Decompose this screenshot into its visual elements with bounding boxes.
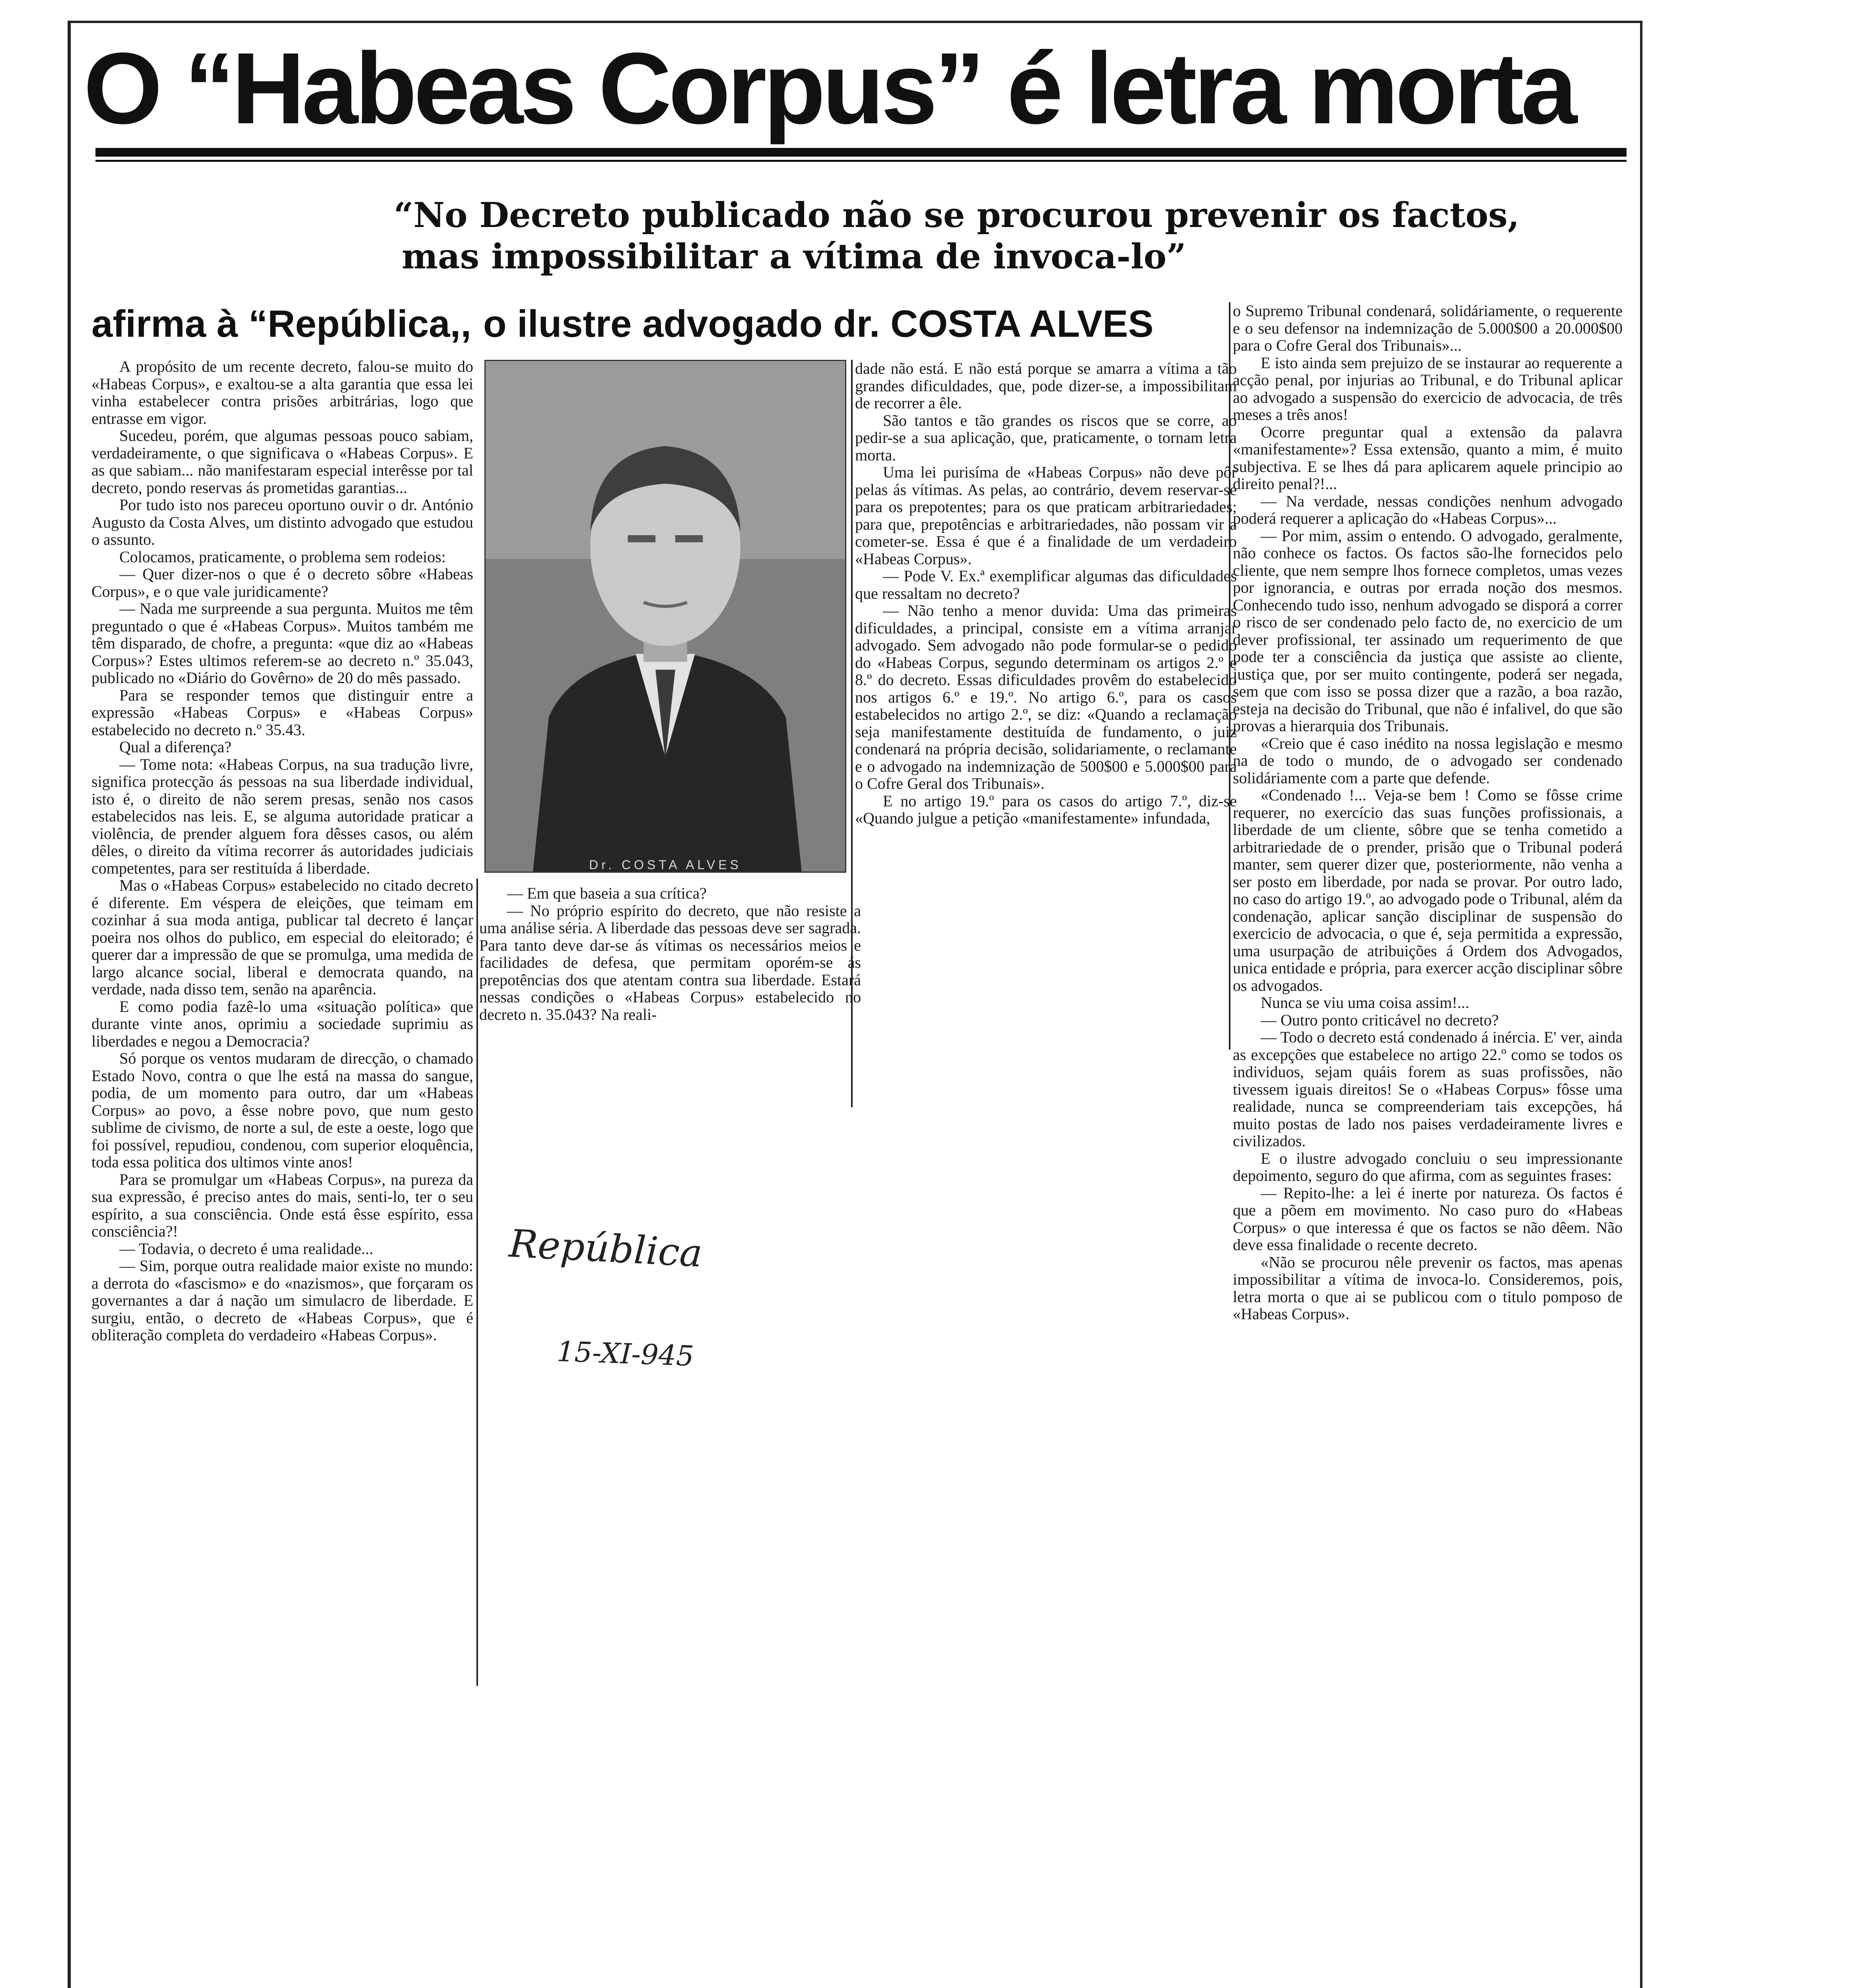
paragraph: dade não está. E não está porque se amarra a vítima a tão grandes dificuldades, que, pode dizer-se, a impossibilitam de recorrer a êle.: [855, 360, 1237, 412]
paragraph: Sucedeu, porém, que algumas pessoas pouco sabiam, verdadeiramente, o que significava o «Habeas Corpus». E as que sabiam... não manifestaram especial interêsse por tal decreto, pondo reservas ás prometidas garantias...: [91, 427, 473, 497]
paragraph: Para se promulgar um «Habeas Corpus», na pureza da sua expressão, é preciso antes do mais, senti-lo, ter o seu espírito, a sua consciência. Onde está êsse espírito, essa consciência?!: [91, 1170, 473, 1240]
paragraph: Uma lei purisíma de «Habeas Corpus» não deve pôr pelas ás vítimas. As pelas, ao contrário, devem reservar-se para os prepotentes; para os que praticam arbitrariedades; para que, prepotências e arbitrariedades, não possam vir a cometer-se. Essa é que é a finalidade de um verdadeiro «Habeas Corpus».: [855, 463, 1237, 568]
paragraph: — Tome nota: «Habeas Corpus, na sua tradução livre, significa protecção ás pessoas na sua liberdade individual, isto é, o direito de não serem presas, senão nos casos estabelecidos nas leis. E, se alguma autoridade praticar a violência, de prender alguem fora dêsses casos, ou além dêles, o direito da vítima recorrer ás autoridades judiciais competentes, para ser restituída á liberdade.: [91, 755, 473, 877]
handwritten-source-note: República: [508, 1221, 704, 1276]
headline-rule-thin: [95, 160, 1627, 162]
byline-lead: afirma à “República,,: [91, 303, 471, 345]
paragraph: — Quer dizer-nos o que é o decreto sôbre «Habeas Corpus», e o que vale juridicamente?: [91, 565, 473, 600]
frame-right-border: [1640, 21, 1642, 1988]
byline-tail: o ilustre advogado dr. COSTA ALVES: [483, 303, 1154, 345]
subheadline: [394, 195, 1627, 278]
paragraph: — No próprio espírito do decreto, que não resiste a uma análise séria. A liberdade das pessoas deve ser sagrada. Para tanto deve dar-se ás vítimas os necessários meios e facilidades de defesa, que permitam oporém-se ás prepotências dos que atentam contra sua liberdade. Estará nessas condições o «Habeas Corpus» estabelecido no decreto n. 35.043? Na reali-: [479, 901, 861, 1023]
paragraph: Colocamos, praticamente, o problema sem rodeios:: [119, 547, 446, 566]
article-column-1: [91, 358, 473, 1968]
paragraph: — Nada me surpreende a sua pergunta. Muitos me têm preguntado o que é «Habeas Corpus». Muitos também me têm disparado, de chofre, a pregunta: «que diz ao «Habeas Corpus»? Estes ultimos referem-se ao decreto n.º 35.043, publicado no «Diário do Govêrno» de 20 do mês passado.: [91, 600, 473, 687]
paragraph: São tantos e tão grandes os riscos que se corre, ao pedir-se a sua aplicação, que, praticamente, o tornam letra morta.: [855, 411, 1237, 464]
frame-left-border: [68, 21, 71, 1988]
subheadline-line-1: “No Decreto publicado não se procurou prevenir os factos,: [394, 195, 1520, 235]
column-rule-1: [476, 879, 478, 1686]
paragraph: E o ilustre advogado concluiu o seu impressionante depoimento, seguro do que afirma, com as seguintes frases:: [1233, 1149, 1623, 1184]
handwritten-date-note: 15-XI-945: [556, 1335, 695, 1373]
byline: [91, 294, 1245, 354]
portrait-photo: [484, 360, 846, 873]
paragraph: E isto ainda sem prejuizo de se instaurar ao requerente a acção penal, por injurias ao Tribunal, e do Tribunal aplicar ao advogado a suspensão do exercicio de advocacia, de três meses a três anos!: [1233, 353, 1623, 423]
paragraph: — Pode V. Ex.ª exemplificar algumas das dificuldades que ressaltam no decreto?: [855, 567, 1237, 602]
portrait-right-eye: [675, 535, 703, 542]
paragraph: Para se responder temos que distinguir entre a expressão «Habeas Corpus» e «Habeas Corpus» estabelecido no decreto n.º 35.43.: [91, 686, 473, 739]
paragraph: — Todo o decreto está condenado á inércia. E' ver, ainda as excepções que estabelece no artigo 22.º como se todos os individuos, sejam quáis forem as suas profissões, não tivessem iguais direitos! Se o «Habeas Corpus» fôsse uma realidade, nunca se compreenderiam tais excepções, há muito postas de lado nos paises verdadeiramente livres e civilizados.: [1233, 1028, 1623, 1150]
headline-rule-thick: [95, 148, 1627, 157]
paragraph: — Todavia, o decreto é uma realidade...: [119, 1239, 373, 1258]
portrait-left-eye: [628, 535, 656, 542]
paragraph: Ocorre preguntar qual a extensão da palavra «manifestamente»? Essa extensão, quanto a mim, é muito subjectiva. E se lhes dá para aplicarem aquele principio ao direito penal?!...: [1233, 423, 1623, 493]
portrait-illustration: [486, 361, 845, 872]
paragraph: — Por mim, assim o entendo. O advogado, geralmente, não conhece os factos. Os factos são-lhe fornecidos pelo cliente, que nem sempre lhos fornece completos, umas vezes por ignorancia, e outras por errada noção dos mesmos. Conhecendo tudo isso, nenhum advogado se disporá a correr o risco de ser condenado pelo facto de, no exercicio de um dever profissional, ter assinado um requerimento de que pode ter a consciência da justiça que assiste ao cliente, justiça que, por ser muito contingente, poderá ser negada, sem que com isso se possa dizer que a razão, a boa razão, esteja na decisão do Tribunal, que não é infalivel, do que são provas a hierarquia dos Tribunais.: [1233, 526, 1623, 735]
paragraph: — Na verdade, nessas condições nenhum advogado poderá requerer a aplicação do «Habeas Corpus»...: [1233, 492, 1623, 527]
paragraph: Mas o «Habeas Corpus» estabelecido no citado decreto é diferente. Em véspera de eleições, que teimam em cozinhar á sua moda antiga, publicar tal decreto é lançar poeira nos olhos do publico, em especial do eleitorado; é querer dar a impressão de que se promulga, uma medida de largo alcance social, liberal e democrata quando, na verdade, nada disso tem, senão na aparência.: [91, 876, 473, 998]
article-column-3: [855, 360, 1237, 1107]
paragraph: A propósito de um recente decreto, falou-se muito do «Habeas Corpus», e exaltou-se a alta garantia que essa lei vinha estabelecer contra prisões arbitrárias, logo que entrasse em vigor.: [91, 358, 473, 427]
paragraph: o Supremo Tribunal condenará, solidáriamente, o requerente e o seu defensor na indemnização de 5.000$00 a 20.000$00 para o Cofre Geral dos Tribunais»...: [1233, 302, 1623, 354]
paragraph: — Sim, porque outra realidade maior existe no mundo: a derrota do «fascismo» e do «nazismos», que forçaram os governantes a dar á nação um simulacro de liberdade. E surgiu, então, o decreto de «Habeas Corpus», que é obliteração completa do verdadeiro «Habeas Corpus».: [91, 1257, 473, 1344]
paragraph: Nunca se viu uma coisa assim!...: [1261, 994, 1469, 1011]
paragraph: «Creio que é caso inédito na nossa legislação e mesmo na de todo o mundo, de o advogado ser condenado solidáriamente com a parte que defende.: [1233, 734, 1623, 787]
paragraph: — Outro ponto criticável no decreto?: [1261, 1011, 1499, 1029]
paragraph: — Repito-lhe: a lei é inerte por natureza. Os factos é que a põem em movimento. No caso puro do «Habeas Corpus» o que interessa é que os factos se não dêem. Não deve essa finalidade o recente decreto.: [1233, 1184, 1623, 1254]
paragraph: «Não se procurou nêle prevenir os factos, mas apenas impossibilitar a vítima de invoca-lo. Consideremos, pois, letra morta o que ai se publicou com o titulo pomposo de «Habeas Corpus».: [1233, 1253, 1623, 1323]
article-column-2: [479, 885, 861, 1107]
paragraph: Só porque os ventos mudaram de direcção, o chamado Estado Novo, contra o que lhe está na massa do sangue, podia, de um momento para outro, dar um «Habeas Corpus» ao povo, a êsse nobre povo, que num gesto sublime de civismo, de norte a sul, de este a oeste, logo que foi possível, repudiou, condenou, com superior eloquência, toda essa politica dos ultimos vinte anos!: [91, 1049, 473, 1171]
subheadline-line-2: mas impossibilitar a vítima de invoca-lo”: [402, 237, 1186, 277]
article-column-4: [1233, 302, 1623, 1988]
headline: O “Habeas Corpus” é letra morta: [84, 32, 1574, 145]
paragraph: E no artigo 19.º para os casos do artigo 7.º, diz-se «Quando julgue a petição «manifestamente» infundada,: [855, 792, 1237, 827]
paragraph: — Em que baseia a sua crítica?: [507, 885, 707, 902]
paragraph: «Condenado !... Veja-se bem ! Como se fôsse crime requerer, no exercício das suas funções profissionais, a liberdade de um cliente, sôbre que se tenha cometido a arbitrariedade de o prender, prisão que o Tribunal poderá manter, sem querer dizer que, posteriormente, não venha a ser posto em liberdade, por nada se provar. Por outro lado, no caso do artigo 19.º, ao advogado pode o Tribunal, além da condenação, aplicar sanção disciplinar de suspensão do exercicio de advocacia, o que é, seja permitida a expressão, uma usurpação de atribuições á Ordem dos Advogados, unica entidade e própria, para exercer acção disciplinar sôbre os advogados.: [1233, 786, 1623, 994]
paragraph: Por tudo isto nos pareceu oportuno ouvir o dr. António Augusto da Costa Alves, um distinto advogado que estudou o assunto.: [91, 496, 473, 548]
photo-caption: Dr. COSTA ALVES: [589, 858, 742, 872]
paragraph: E como podia fazê-lo uma «situação política» que durante vinte anos, oprimiu a sociedade suprimiu as liberdades e negou a Democracia?: [91, 997, 473, 1050]
paragraph: — Não tenho a menor duvida: Uma das primeiras dificuldades, a principal, consiste em a vítima arranjar advogado. Sem advogado não pode formular-se o pedido do «Habeas Corpus, segundo determinam os artigos 2.º e 8.º do decreto. Essas dificuldades provêm do estabelecido nos artigos 6.º e 19.º. No artigo 6.º, para os casos estabelecidos no artigo 2.º, se diz: «Quando a reclamação seja manifestamente destituída de fundamento, o juiz condenará na própria decisão, solidariamente, o reclamante e o advogado na indemnização de 500$00 e 5.000$00 para o Cofre Geral dos Tribunais».: [855, 602, 1237, 792]
paragraph: Qual a diferença?: [119, 738, 232, 756]
